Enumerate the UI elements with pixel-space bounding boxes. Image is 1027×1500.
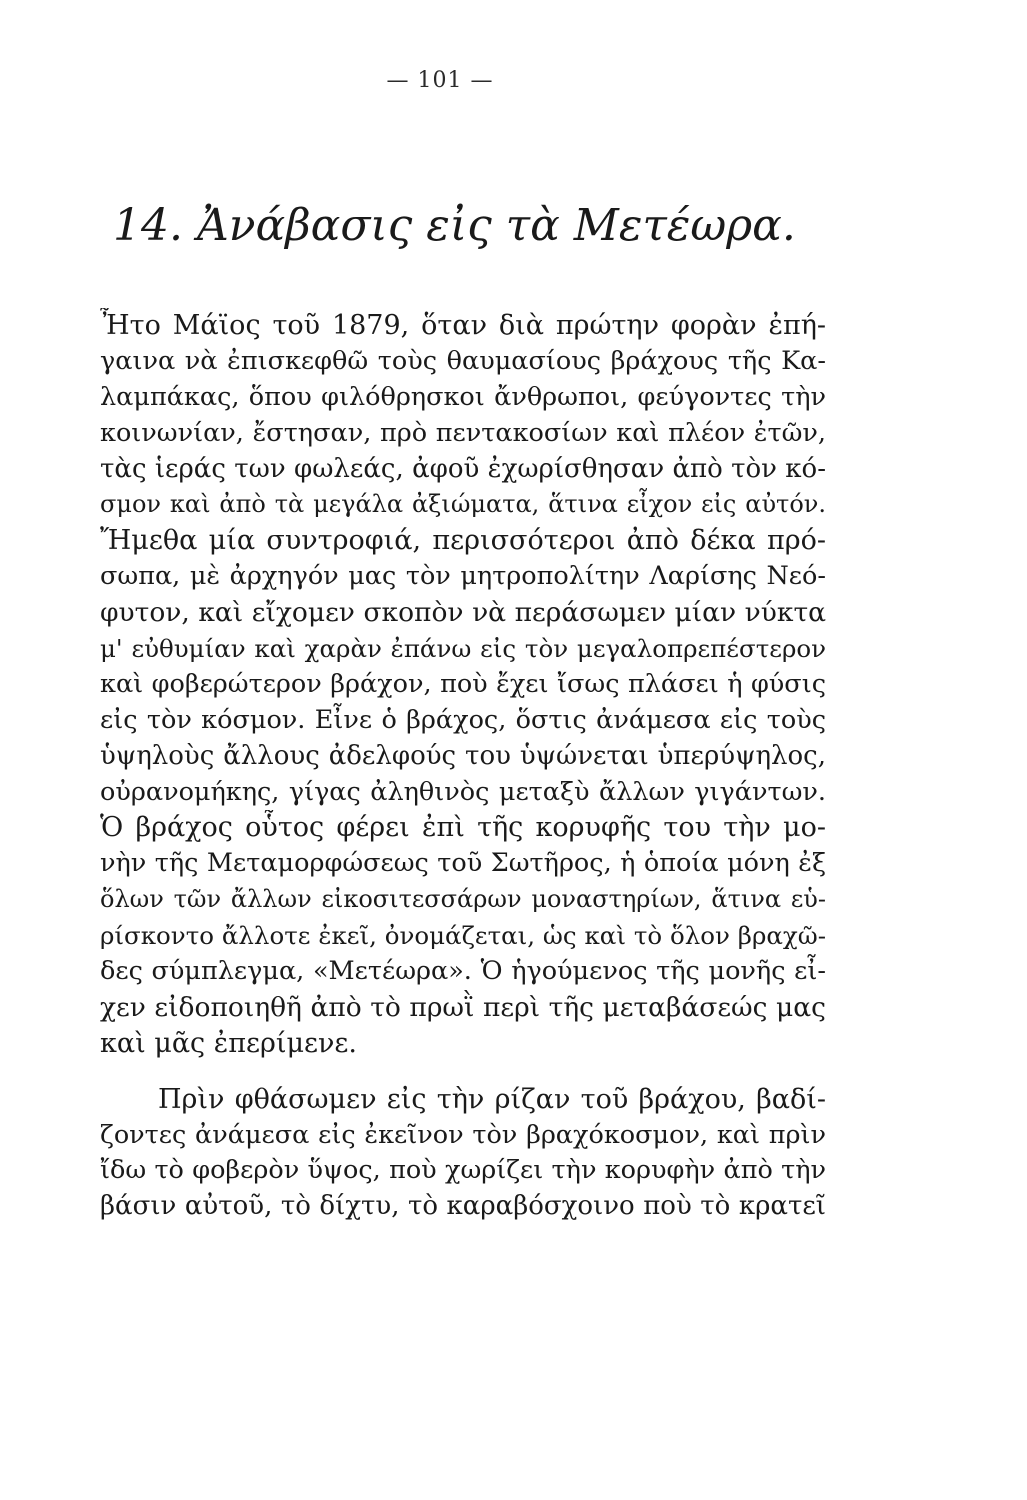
text-line: λαμπάκας, ὅπου φιλόθρησκοι ἄνθρωποι, φεύγοντες τὴν — [100, 381, 826, 412]
text-line: ὅλων τῶν ἄλλων εἰκοσιτεσσάρων μοναστηρίων, ἅτινα εὑ- — [100, 885, 826, 914]
body-text — [100, 308, 826, 1225]
chapter-title: 14. Ἀνάβασις εἰς τὰ Μετέωρα. — [113, 200, 796, 251]
text-line: σωπα, μὲ ἀρχηγόν μας τὸν μητροπολίτην Λαρίσης Νεό- — [100, 561, 826, 592]
text-line: Ὁ βράχος οὗτος φέρει ἐπὶ τῆς κορυφῆς του τὴν μο- — [100, 812, 826, 844]
text-line: σμον καὶ ἀπὸ τὰ μεγάλα ἀξιώματα, ἅτινα εἶχον εἰς αὐτόν. — [100, 490, 826, 519]
text-line: Ἦτο Μάϊος τοῦ 1879, ὅταν διὰ πρώτην φορὰν ἐπή- — [100, 310, 826, 341]
paragraph-2 — [100, 1082, 826, 1226]
text-line: καὶ φοβερώτερον βράχον, ποὺ ἔχει ἴσως πλάσει ἡ φύσις — [100, 668, 826, 699]
text-line: κοινωνίαν, ἔστησαν, πρὸ πεντακοσίων καὶ πλέον ἐτῶν, — [100, 417, 826, 448]
text-line: φυτον, καὶ εἴχομεν σκοπὸν νὰ περάσωμεν μίαν νύκτα — [100, 597, 826, 629]
text-line: μ' εὐθυμίαν καὶ χαρὰν ἐπάνω εἰς τὸν μεγαλοπρεπέστερον — [100, 634, 826, 664]
text-line: βάσιν αὐτοῦ, τὸ δίχτυ, τὸ καραβόσχοινο ποὺ τὸ κρατεῖ — [100, 1191, 826, 1222]
text-line: καὶ μᾶς ἐπερίμενε. — [100, 1027, 357, 1059]
text-line: τὰς ἱεράς των φωλεάς, ἀφοῦ ἐχωρίσθησαν ἀπὸ τὸν κό- — [100, 453, 826, 484]
paragraph-1 — [100, 308, 826, 1062]
text-line: εἰς τὸν κόσμον. Εἶνε ὁ βράχος, ὅστις ἀνάμεσα εἰς τοὺς — [100, 704, 826, 735]
text-line: Πρὶν φθάσωμεν εἰς τὴν ρίζαν τοῦ βράχου, βαδί- — [158, 1083, 826, 1115]
page-number: — 101 — — [386, 68, 494, 93]
text-line: δες σύμπλεγμα, «Μετέωρα». Ὁ ἡγούμενος τῆς μονῆς εἶ- — [100, 956, 826, 987]
text-line: οὐρανομήκης, γίγας ἀληθινὸς μεταξὺ ἄλλων γιγάντων. — [100, 776, 826, 807]
text-line: νὴν τῆς Μεταμορφώσεως τοῦ Σωτῆρος, ἡ ὁποία μόνη ἐξ — [100, 848, 826, 879]
text-line: ρίσκοντο ἄλλοτε ἐκεῖ, ὀνομάζεται, ὡς καὶ τὸ ὅλον βραχῶ- — [100, 921, 826, 951]
text-line: γαινα νὰ ἐπισκεφθῶ τοὺς θαυμασίους βράχους τῆς Κα- — [100, 345, 826, 376]
text-line: ὑψηλοὺς ἄλλους ἀδελφούς του ὑψώνεται ὑπερύψηλος, — [100, 740, 826, 771]
paragraph-gap — [100, 1062, 826, 1082]
text-line: χεν εἰδοποιηθῆ ἀπὸ τὸ πρωῒ περὶ τῆς μεταβάσεώς μας — [100, 991, 826, 1023]
text-line: ἴδω τὸ φοβερὸν ὕψος, ποὺ χωρίζει τὴν κορυφὴν ἀπὸ τὴν — [100, 1155, 826, 1186]
text-line: Ἤμεθα μία συντροφιά, περισσότεροι ἀπὸ δέκα πρό- — [100, 525, 826, 557]
text-line: ζοντες ἀνάμεσα εἰς ἐκεῖνον τὸν βραχόκοσμον, καὶ πρὶν — [100, 1119, 826, 1150]
